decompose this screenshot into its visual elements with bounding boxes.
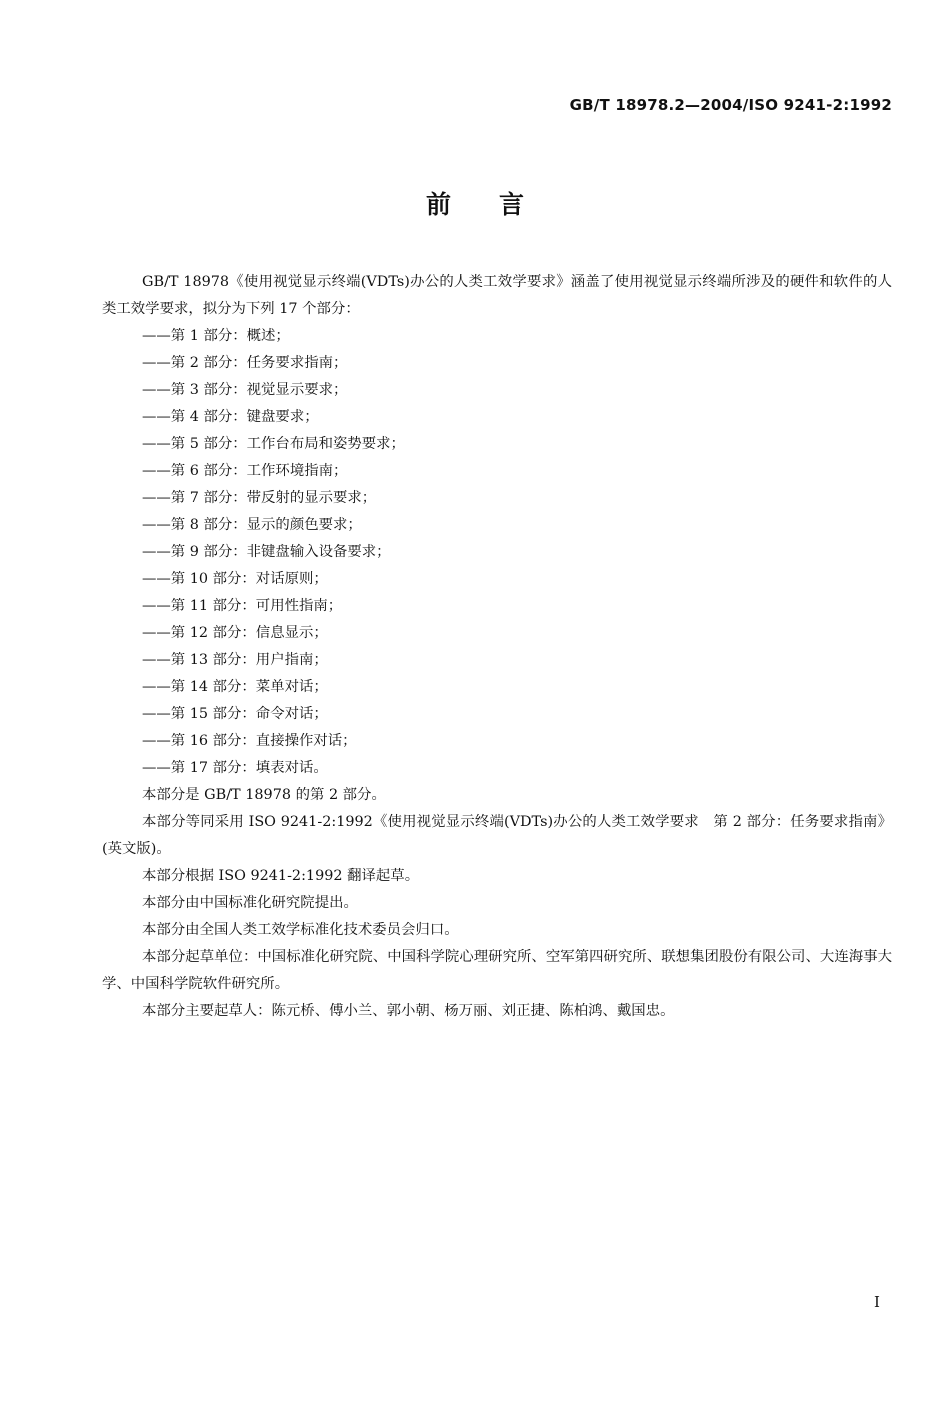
list-item: ——第 13 部分：用户指南； — [142, 652, 328, 668]
proposer-paragraph: 本部分由中国标准化研究院提出。 — [142, 895, 358, 911]
translation-paragraph: 本部分根据 ISO 9241-2:1992 翻译起草。 — [142, 868, 420, 884]
part-statement-paragraph: 本部分是 GB/T 18978 的第 2 部分。 — [142, 787, 386, 803]
list-item: ——第 2 部分：任务要求指南； — [142, 355, 348, 371]
list-item: ——第 5 部分：工作台布局和姿势要求； — [142, 436, 405, 452]
drafting-units-paragraph: 本部分起草单位：中国标准化研究院、中国科学院心理研究所、空军第四研究所、联想集团股份有限公司、大连海事大学、中国科学院软件研究所。 — [102, 949, 892, 992]
standard-number: GB/T 18978.2—2004/ISO 9241-2:1992 — [569, 96, 892, 114]
list-item: ——第 16 部分：直接操作对话； — [142, 733, 357, 749]
list-item: ——第 6 部分：工作环境指南； — [142, 463, 348, 479]
list-item: ——第 7 部分：带反射的显示要求； — [142, 490, 377, 506]
drafters-paragraph: 本部分主要起草人：陈元桥、傅小兰、郭小朝、杨万丽、刘正捷、陈柏鸿、戴国忠。 — [142, 1003, 675, 1019]
list-item: ——第 15 部分：命令对话； — [142, 706, 328, 722]
list-item: ——第 3 部分：视觉显示要求； — [142, 382, 348, 398]
page-number: I — [874, 1293, 880, 1311]
list-item: ——第 1 部分：概述； — [142, 328, 290, 344]
list-item: ——第 11 部分：可用性指南； — [142, 598, 343, 614]
list-item: ——第 10 部分：对话原则； — [142, 571, 328, 587]
intro-paragraph: GB/T 18978《使用视觉显示终端(VDTs)办公的人类工效学要求》涵盖了使用视觉显示终端所涉及的硬件和软件的人类工效学要求，拟分为下列 17 个部分： — [102, 274, 892, 317]
list-item: ——第 14 部分：菜单对话； — [142, 679, 328, 695]
list-item: ——第 8 部分：显示的颜色要求； — [142, 517, 362, 533]
foreword-body — [102, 269, 892, 1025]
list-item: ——第 12 部分：信息显示； — [142, 625, 328, 641]
list-item: ——第 9 部分：非键盘输入设备要求； — [142, 544, 391, 560]
page-title: 前言 — [425, 190, 572, 219]
parts-list — [102, 323, 892, 782]
list-item: ——第 17 部分：填表对话。 — [142, 760, 328, 776]
adoption-paragraph: 本部分等同采用 ISO 9241-2:1992《使用视觉显示终端(VDTs)办公的人类工效学要求 第 2 部分：任务要求指南》(英文版)。 — [102, 814, 892, 857]
committee-paragraph: 本部分由全国人类工效学标准化技术委员会归口。 — [142, 922, 459, 938]
list-item: ——第 4 部分：键盘要求； — [142, 409, 319, 425]
